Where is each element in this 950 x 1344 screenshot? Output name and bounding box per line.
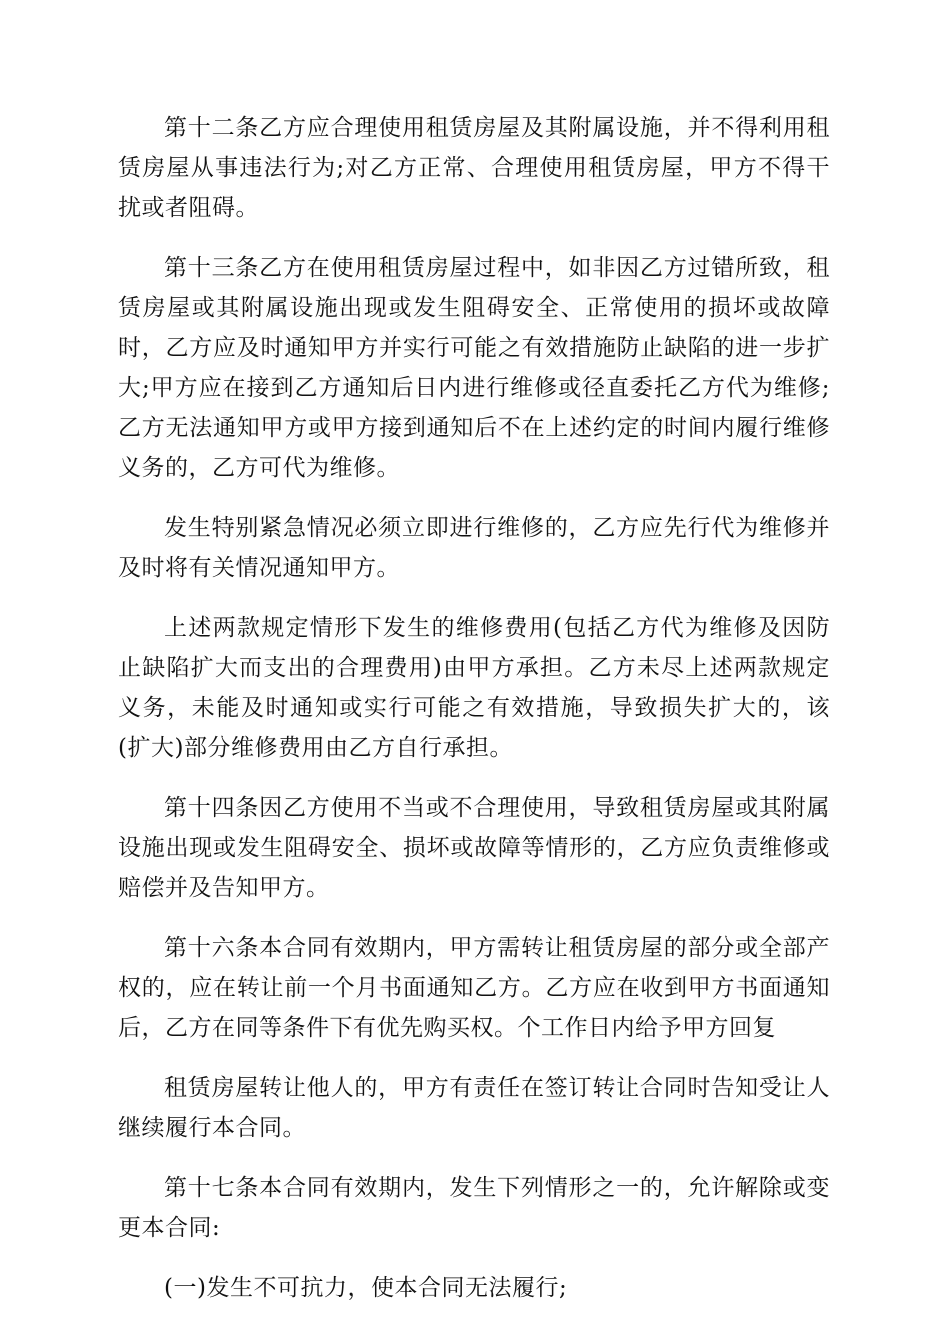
paragraph-article-17: 第十七条本合同有效期内，发生下列情形之一的，允许解除或变更本合同: bbox=[118, 1175, 830, 1241]
document-body bbox=[118, 108, 830, 1328]
paragraph-article-12: 第十二条乙方应合理使用租赁房屋及其附属设施，并不得利用租赁房屋从事违法行为;对乙方正常、合理使用租赁房屋，甲方不得干扰或者阻碍。 bbox=[118, 115, 830, 221]
paragraph-transfer: 租赁房屋转让他人的，甲方有责任在签订转让合同时告知受让人继续履行本合同。 bbox=[118, 1075, 830, 1141]
paragraph-article-14: 第十四条因乙方使用不当或不合理使用，导致租赁房屋或其附属设施出现或发生阻碍安全、损坏或故障等情形的，乙方应负责维修或赔偿并及告知甲方。 bbox=[118, 795, 830, 901]
paragraph-item-1: (一)发生不可抗力，使本合同无法履行; bbox=[164, 1275, 568, 1301]
paragraph-emergency-repair: 发生特别紧急情况必须立即进行维修的，乙方应先行代为维修并及时将有关情况通知甲方。 bbox=[118, 515, 830, 581]
paragraph-article-13: 第十三条乙方在使用租赁房屋过程中，如非因乙方过错所致，租赁房屋或其附属设施出现或发生阻碍安全、正常使用的损坏或故障时，乙方应及时通知甲方并实行可能之有效措施防止缺陷的进一步扩大;甲方应在接到乙方通知后日内进行维修或径直委托乙方代为维修;乙方无法通知甲方或甲方接到通知后不在上述约定的时间内履行维修义务的，乙方可代为维修。 bbox=[118, 255, 830, 481]
paragraph-article-16: 第十六条本合同有效期内，甲方需转让租赁房屋的部分或全部产权的，应在转让前一个月书面通知乙方。乙方应在收到甲方书面通知后，乙方在同等条件下有优先购买权。个工作日内给予甲方回复 bbox=[118, 935, 830, 1041]
paragraph-repair-costs: 上述两款规定情形下发生的维修费用(包括乙方代为维修及因防止缺陷扩大而支出的合理费用)由甲方承担。乙方未尽上述两款规定义务，未能及时通知或实行可能之有效措施，导致损失扩大的，该(扩大)部分维修费用由乙方自行承担。 bbox=[118, 615, 830, 761]
